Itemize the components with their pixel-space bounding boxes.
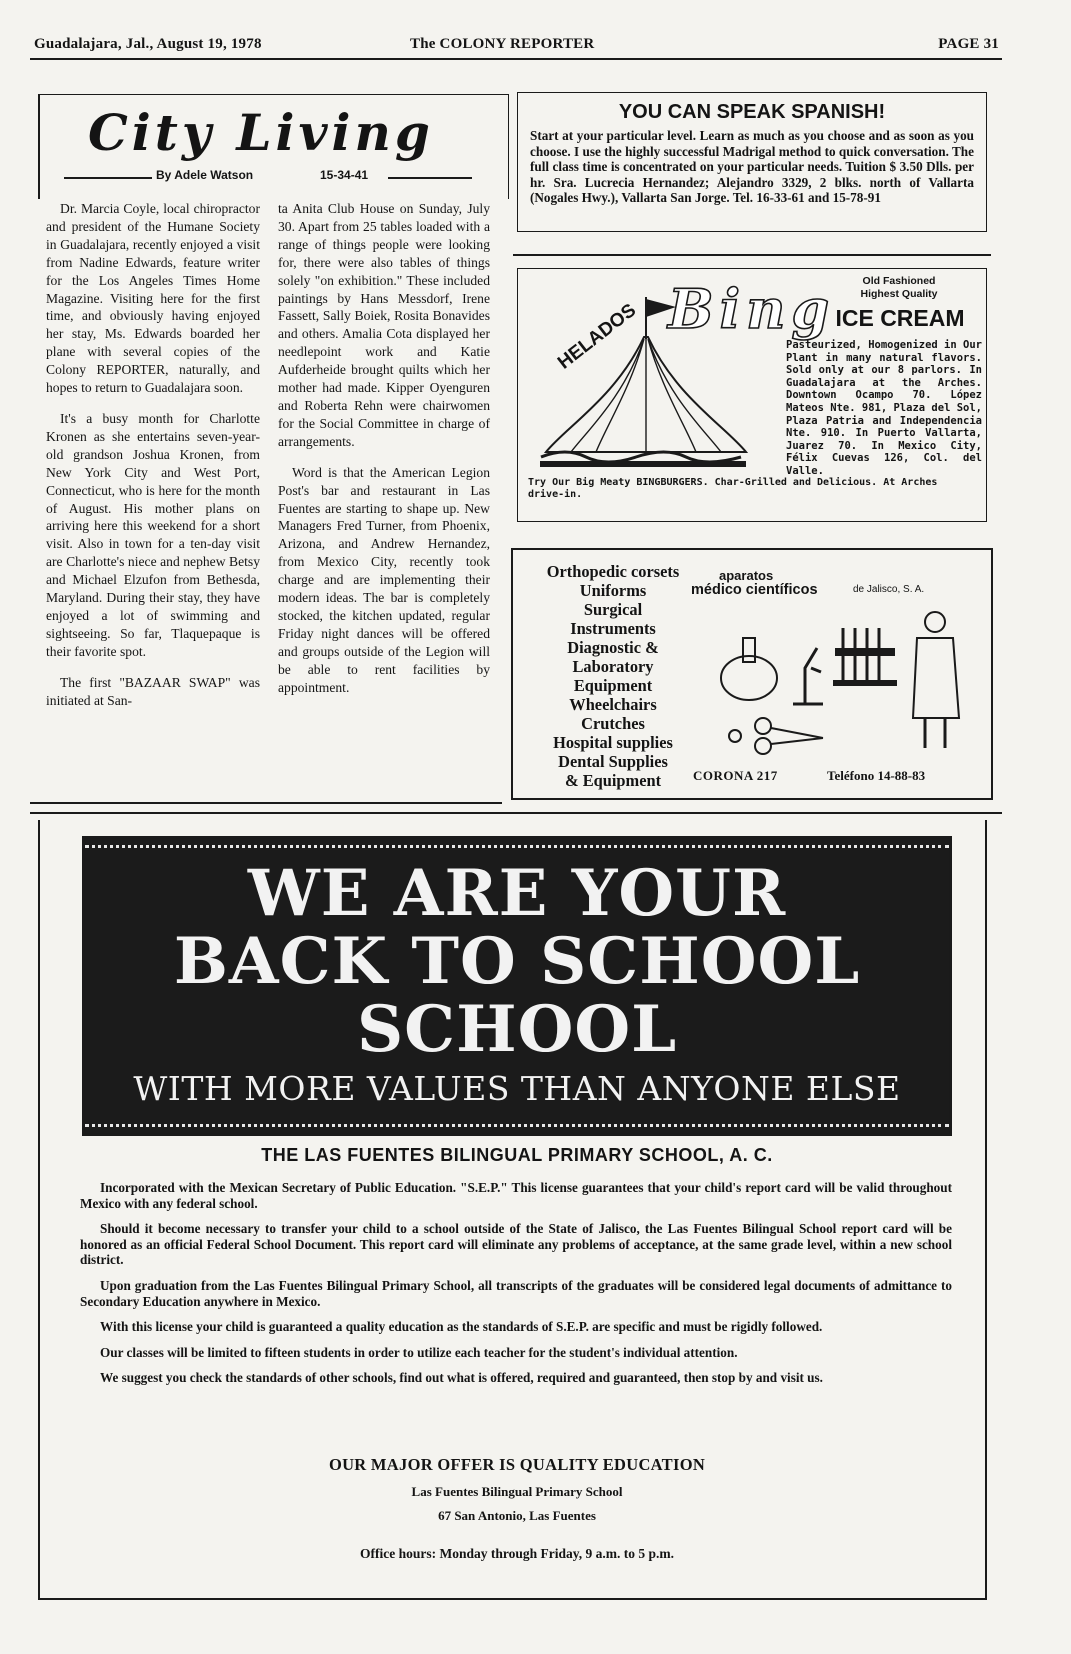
byline-rule-right [388, 177, 472, 179]
school-office-hours: Office hours: Monday through Friday, 9 a.m. to 5 p.m. [359, 1546, 674, 1561]
column-header-box [38, 94, 509, 199]
ad-divider [513, 254, 991, 256]
school-paragraph: Should it become necessary to transfer your child to a school outside of the State of Jalisco, the Las Fuentes Bilingual School report card will be honored as an official Federal School Document. This report card will eliminate any problems of acceptance, at the same grade level, within a new school district. [80, 1221, 952, 1268]
newspaper-name: The COLONY REPORTER [410, 36, 595, 52]
column-text-col1 [46, 200, 260, 709]
medical-item: Wheelchairs [569, 695, 657, 714]
dateline: Guadalajara, Jal., August 19, 1978 [34, 36, 262, 52]
school-paragraph: Our classes will be limited to fifteen students in order to utilize each teacher for the student's individual attention. [100, 1344, 738, 1360]
medical-item: Hospital supplies [553, 733, 673, 752]
ice-tagline-2: Highest Quality [860, 288, 938, 300]
ice-tagline-1: Old Fashioned [862, 275, 936, 287]
medical-item: Dental Supplies [558, 752, 668, 771]
page-right-rule [985, 820, 987, 1600]
column-paragraph: Dr. Marcia Coyle, local chiropractor and president of the Humane Society in Guadalajara, recently enjoyed a visit from Nadine Edwards, feature writer for the Los Angeles Times Home Magazine. Visiting here for the first time, and obviously having enjoyed her stay, Ms. Edwards boarded her plane with several copies of the Colony REPORTER, naturally, and hopes to return to Guadalajara soon. [46, 201, 260, 396]
spanish-lessons-ad [517, 92, 987, 232]
medical-item: & Equipment [564, 771, 662, 790]
ice-cream-ad [517, 268, 987, 522]
school-address: 67 San Antonio, Las Fuentes [438, 1508, 596, 1523]
medical-brand-line2: médico científicos [691, 582, 818, 598]
medical-item: Instruments [570, 619, 656, 638]
page-left-rule [38, 820, 40, 1600]
logo-helados-text: HELADOS [554, 299, 641, 374]
school-ad-banner [82, 836, 952, 1136]
column-text-col2 [278, 200, 490, 696]
medical-item: Surgical [583, 600, 643, 619]
medical-item: Equipment [573, 676, 653, 695]
school-paragraph: We suggest you check the standards of other schools, find out what is offered, required and guaranteed, then stop by and visit us. [100, 1370, 823, 1386]
medical-item: Laboratory [572, 657, 654, 676]
school-paragraph: With this license your child is guaranteed a quality education as the standards of S.E.P. are specific and must be rigidly followed. [100, 1319, 823, 1335]
medical-item: Orthopedic corsets [546, 562, 680, 581]
medical-item: Crutches [581, 714, 645, 733]
school-name: THE LAS FUENTES BILINGUAL PRIMARY SCHOOL, A. C. [261, 1145, 773, 1165]
ice-cream-footer: Try Our Big Meaty BINGBURGERS. Char-Grilled and Delicious. At Arches drive-in. [528, 477, 938, 500]
column-paragraph: The first "BAZAAR SWAP" was initiated at San- [46, 674, 260, 708]
school-paragraph: Incorporated with the Mexican Secretary of Public Education. "S.E.P." This license guarantees that your child's report card will be valid throughout Mexico with any federal school. [80, 1180, 952, 1211]
banner-line-1: WE ARE YOUR [247, 856, 787, 931]
column-paragraph: ta Anita Club House on Sunday, July 30. Apart from 25 tables loaded with a range of things people were looking for, there were also tables of things solely "on exhibition." These included paintings by Hans Messdorf, Irene Fassett, Sally Boiek, Rosita Bonavides and others. Amalia Cota displayed her needlepoint work and Katie Aufderheide brought quilts which her mother had made. Kipper Oyenguren and Roberta Rehn were chairwomen for the Social Committee in charge of arrangements. [278, 201, 490, 449]
spanish-ad-headline: YOU CAN SPEAK SPANISH! [618, 101, 886, 123]
banner-line-3: SCHOOL [356, 992, 678, 1067]
medical-brand-line1: aparatos [719, 568, 774, 583]
ice-cream-body: Pasteurized, Homogenized in Our Plant in many natural flavors. Sold only at our 8 parlors. In Guadalajara at the Arches. Downtown Ocampo 70. López Mateos Nte. 981, Plaza del Sol, Plaza Patria and Independencia Nte. 910. In Puerto Vallarta, Juarez 70. In Mexico City, Félix Cuevas 126, Col. del Valle. [786, 339, 982, 477]
column-title: City Living [88, 103, 434, 162]
spanish-ad-body: Start at your particular level. Learn as much as you choose and as soon as you choose. I use the highly successful Madrigal method to quick conversation. The full class time is concentrated on your particular needs. Tuition $ 3.50 Dlls. per hr. Sra. Lucrecia Hernandez; Alejandro 3329, 2 blks. north of Vallarta (Nogales Hwy.), Vallarta San Jorge. Tel. 16-33-61 and 15-78-91 [530, 128, 974, 205]
medical-supplies-ad [511, 548, 993, 800]
page-number: PAGE 31 [938, 36, 999, 52]
medical-address: CORONA 217 [693, 768, 778, 783]
ice-cream-headline: ICE CREAM [835, 305, 965, 331]
medical-item: Diagnostic & [567, 638, 659, 657]
medical-brand-suffix: de Jalisco, S. A. [853, 584, 925, 595]
logo-bing-text: Bing [668, 277, 836, 341]
column-bottom-rule [30, 802, 502, 804]
page-bottom-rule [38, 1598, 987, 1600]
column-paragraph: It's a busy month for Charlotte Kronen as she entertains seven-year-old grandson Joshua Kronen, from New York City and West Port, Connecticut, who is here for the month of August. His mother plans on arriving here this weekend for a short visit. Also in town for a ten-day visit are Charlotte's niece and nephew Betsy and Michael Elzufon from Bethesda, Maryland. During their stay, they have enjoyed a lot of swimming and sightseeing. So far, Tlaquepaque is their favorite spot. [46, 410, 260, 659]
banner-line-4: WITH MORE VALUES THAN ANYONE ELSE [133, 1069, 901, 1108]
column-paragraph: Word is that the American Legion Post's bar and restaurant in Las Fuentes are starting to shape up. New Managers Fred Turner, from Phoenix, Arizona, and Andrew Hernandez, from Mexico City, recently took charge and are implementing their modern ideas. The bar is completely stocked, the kitchen updated, regular Friday night dances will be offered and groups outside of the Legion will be able to rent facilities by appointment. [278, 464, 490, 695]
medical-items-list [519, 562, 707, 790]
byline-phone: 15-34-41 [320, 168, 369, 182]
banner-border-bottom [85, 1116, 949, 1127]
school-offer: OUR MAJOR OFFER IS QUALITY EDUCATION [328, 1455, 706, 1474]
masthead-rule [30, 58, 1002, 60]
byline: By Adele Watson [156, 168, 254, 182]
byline-rule-left [64, 177, 152, 179]
medical-phone: Teléfono 14-88-83 [827, 768, 926, 783]
lab-equipment-illustration [713, 608, 983, 758]
section-rule [30, 812, 1002, 814]
school-paragraph: Upon graduation from the Las Fuentes Bilingual Primary School, all transcripts of the graduates will be considered legal documents of admittance to Secondary Education anywhere in Mexico. [80, 1277, 952, 1309]
medical-item: Uniforms [579, 581, 647, 600]
school-ad-body [80, 1180, 952, 1386]
banner-line-2: BACK TO SCHOOL [173, 924, 861, 999]
banner-border-top [85, 845, 949, 856]
school-name-line: Las Fuentes Bilingual Primary School [411, 1484, 623, 1499]
